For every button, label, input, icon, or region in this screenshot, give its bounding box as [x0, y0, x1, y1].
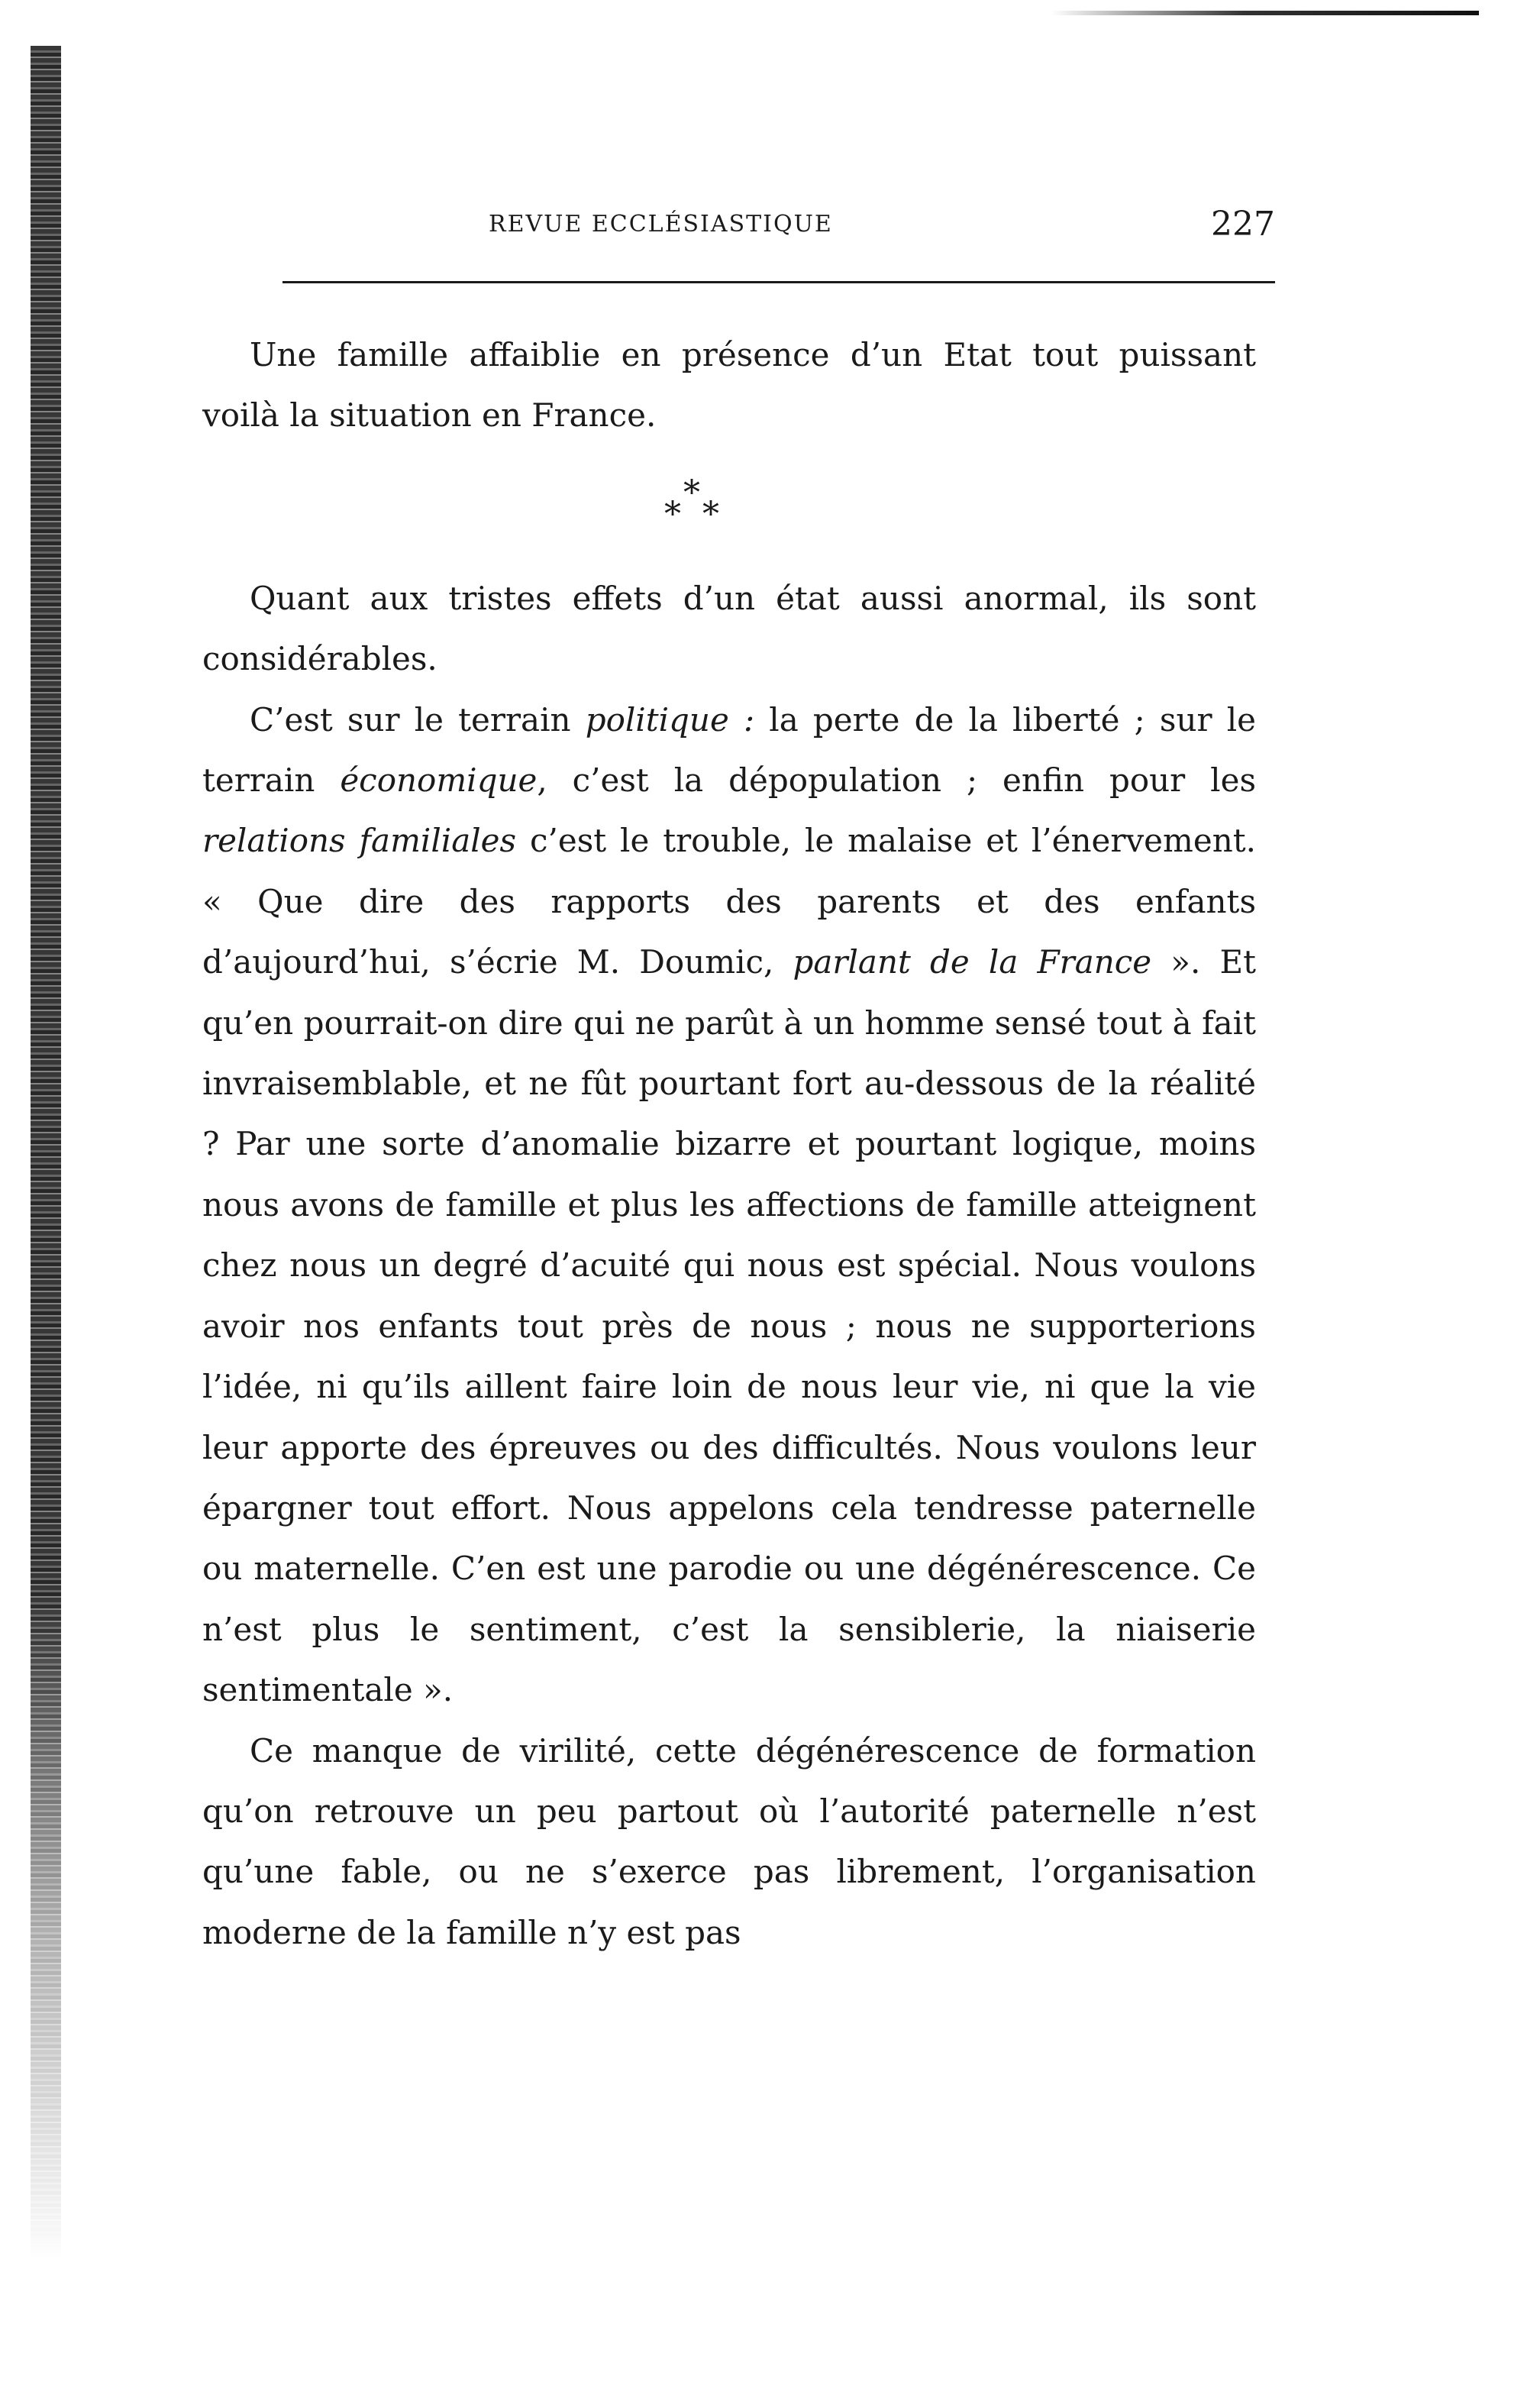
- paragraph-4-segment-1: Ce manque de virilité, cette dégénérescence de formation qu’on retrouve un peu partout où l’autorité paternelle n’est qu’une fable, ou ne s’exerce pas librement, l’organisation moderne de la famille n’y est pas: [202, 1731, 1256, 1951]
- paragraph-3-segment-5: , c’est la dépopulation ; enfin pour les: [537, 761, 1256, 800]
- paragraph-3: [202, 690, 1256, 1721]
- asterism-star-right: *: [702, 494, 719, 534]
- paragraph-1: [202, 325, 1256, 446]
- paragraph-2-segment-1: Quant aux tristes effets d’un état aussi anormal, ils sont considérables.: [202, 579, 1256, 678]
- running-title: REVUE ECCLÉSIASTIQUE: [489, 211, 833, 238]
- paragraph-3-italic-politique: politique :: [585, 700, 755, 739]
- paragraph-3-segment-7: c’est le trouble, le malaise et l’énervement. « Que dire des rapports des parents et des enfants d’aujourd’hui, s’écrie M. Doumic,: [202, 822, 1256, 981]
- paragraph-3-italic-parlant-de-la-france: parlant de la France: [793, 943, 1152, 981]
- paragraph-3-segment-9: ». Et qu’en pourrait-on dire qui ne parût à un homme sensé tout à fait invraisemblable, et ne fût pourtant fort au-dessous de la réalité ? Par une sorte d’anomalie bizarre et pourtant logique, moins nous avons de famille et plus les affections de famille atteignent chez nous un degré d’acuité qui nous est spécial. Nous voulons avoir nos enfants tout près de nous ; nous ne supporterions l’idée, ni qu’ils aillent faire loin de nous leur vie, ni que la vie leur apporte des épreuves ou des difficultés. Nous voulons leur épargner tout effort. Nous appelons cela tendresse paternelle ou maternelle. C’en est une parodie ou une dégénérescence. Ce n’est plus le sentiment, c’est la sensiblerie, la niaiserie sentimentale ».: [202, 943, 1256, 1709]
- running-head: [282, 205, 1275, 250]
- scan-edge-mark: [1051, 11, 1479, 15]
- paragraph-2: [202, 568, 1256, 690]
- header-rule: [282, 281, 1275, 283]
- page-number: 227: [1211, 205, 1275, 244]
- paragraph-3-segment-3: la perte de la liberté ; sur le terrain: [202, 700, 1256, 800]
- body-text: [202, 325, 1256, 1963]
- asterism-star-top: *: [683, 473, 700, 512]
- paragraph-1-segment-1: Une famille affaiblie en présence d’un Etat tout puissant voilà la situation en France.: [202, 336, 1256, 435]
- paragraph-3-italic-economique: économique: [340, 761, 538, 800]
- paragraph-3-segment-1: C’est sur le terrain: [250, 700, 586, 739]
- scanned-binding-edge: [31, 46, 61, 2261]
- section-break-asterism: [202, 446, 1256, 568]
- paragraph-3-italic-relations-familiales: relations familiales: [202, 822, 517, 860]
- asterism-star-left: *: [664, 494, 681, 534]
- paragraph-4: [202, 1721, 1256, 1964]
